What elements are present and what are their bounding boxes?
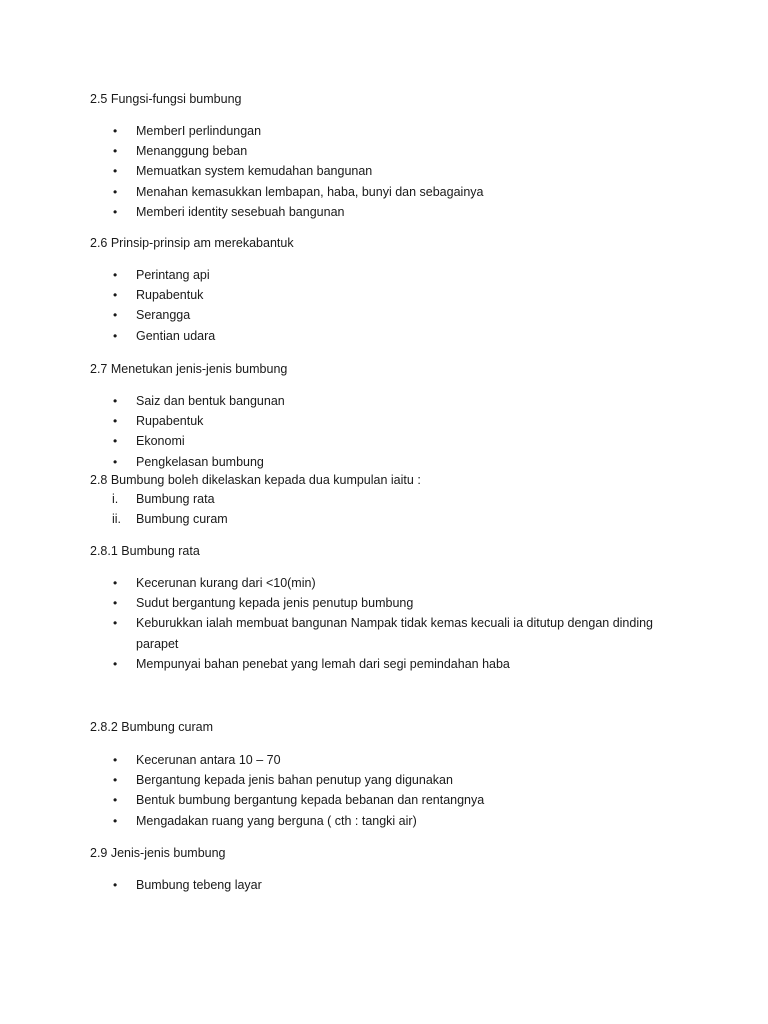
list-item: • Keburukkan ialah membuat bangunan Nampak tidak kemas kecuali ia ditutup dengan dinding parapet [0, 613, 666, 653]
section-heading-2-8-1: 2.8.1 Bumbung rata [90, 544, 200, 558]
bullet-icon: • [113, 773, 118, 788]
bullet-icon: • [113, 596, 118, 611]
section-heading-2-5: 2.5 Fungsi-fungsi bumbung [90, 92, 242, 106]
list-item: • Mempunyai bahan penebat yang lemah dari segi pemindahan haba [0, 654, 666, 674]
bullet-icon: • [113, 328, 118, 343]
list-item: • Bentuk bumbung bergantung kepada bebanan dan rentangnya [0, 790, 484, 810]
list-item: • MemberI perlindungan [0, 121, 483, 141]
list-item: • Memuatkan system kemudahan bangunan [0, 161, 483, 181]
list-bumbung-curam [0, 750, 484, 831]
bullet-icon: • [113, 268, 118, 282]
bullet-icon: • [113, 394, 118, 408]
list-item: i. Bumbung rata [0, 490, 228, 510]
list-bumbung-rata [0, 573, 666, 674]
section-heading-2-8: 2.8 Bumbung boleh dikelaskan kepada dua kumpulan iaitu : [90, 473, 421, 487]
list-jenis-jenis-bumbung [0, 875, 262, 895]
list-item: • Menanggung beban [0, 141, 483, 161]
list-numeral: ii. [112, 511, 122, 526]
list-item: • Bumbung tebeng layar [0, 875, 262, 895]
list-item: • Rupabentuk [0, 411, 285, 431]
list-kumpulan-bumbung [0, 490, 228, 529]
bullet-icon: • [113, 434, 118, 449]
list-item: • Ekonomi [0, 431, 285, 451]
bullet-icon: • [113, 204, 118, 219]
list-prinsip-am [0, 265, 215, 346]
section-heading-2-7: 2.7 Menetukan jenis-jenis bumbung [90, 362, 288, 376]
bullet-icon: • [113, 144, 118, 159]
list-item: • Rupabentuk [0, 285, 215, 305]
list-jenis-bumbung [0, 391, 285, 472]
list-item: • Bergantung kepada jenis bahan penutup yang digunakan [0, 770, 484, 790]
list-item: • Gentian udara [0, 326, 215, 346]
list-item: • Memberi identity sesebuah bangunan [0, 202, 483, 222]
list-item: • Perintang api [0, 265, 215, 285]
list-fungsi-bumbung [0, 121, 483, 222]
bullet-icon: • [113, 454, 118, 469]
list-item: ii. Bumbung curam [0, 510, 228, 530]
bullet-icon: • [113, 164, 118, 179]
bullet-icon: • [113, 616, 118, 631]
list-item: • Pengkelasan bumbung [0, 452, 285, 472]
bullet-icon: • [113, 576, 118, 590]
bullet-icon: • [113, 753, 118, 767]
bullet-icon: • [113, 308, 118, 323]
bullet-icon: • [113, 184, 118, 199]
section-heading-2-9: 2.9 Jenis-jenis bumbung [90, 846, 226, 860]
list-item: • Serangga [0, 305, 215, 325]
bullet-icon: • [113, 656, 118, 671]
bullet-icon: • [113, 813, 118, 828]
list-numeral: i. [112, 492, 119, 506]
list-item: • Menahan kemasukkan lembapan, haba, bunyi dan sebagainya [0, 182, 483, 202]
bullet-icon: • [113, 878, 118, 892]
section-heading-2-8-2: 2.8.2 Bumbung curam [90, 720, 213, 734]
bullet-icon: • [113, 124, 118, 138]
bullet-icon: • [113, 414, 118, 429]
list-item: • Kecerunan antara 10 – 70 [0, 750, 484, 770]
list-item: • Mengadakan ruang yang berguna ( cth : tangki air) [0, 811, 484, 831]
bullet-icon: • [113, 793, 118, 808]
list-item: • Saiz dan bentuk bangunan [0, 391, 285, 411]
list-item: • Sudut bergantung kepada jenis penutup bumbung [0, 593, 666, 613]
list-item: • Kecerunan kurang dari <10(min) [0, 573, 666, 593]
section-heading-2-6: 2.6 Prinsip-prinsip am merekabantuk [90, 236, 294, 250]
bullet-icon: • [113, 288, 118, 303]
